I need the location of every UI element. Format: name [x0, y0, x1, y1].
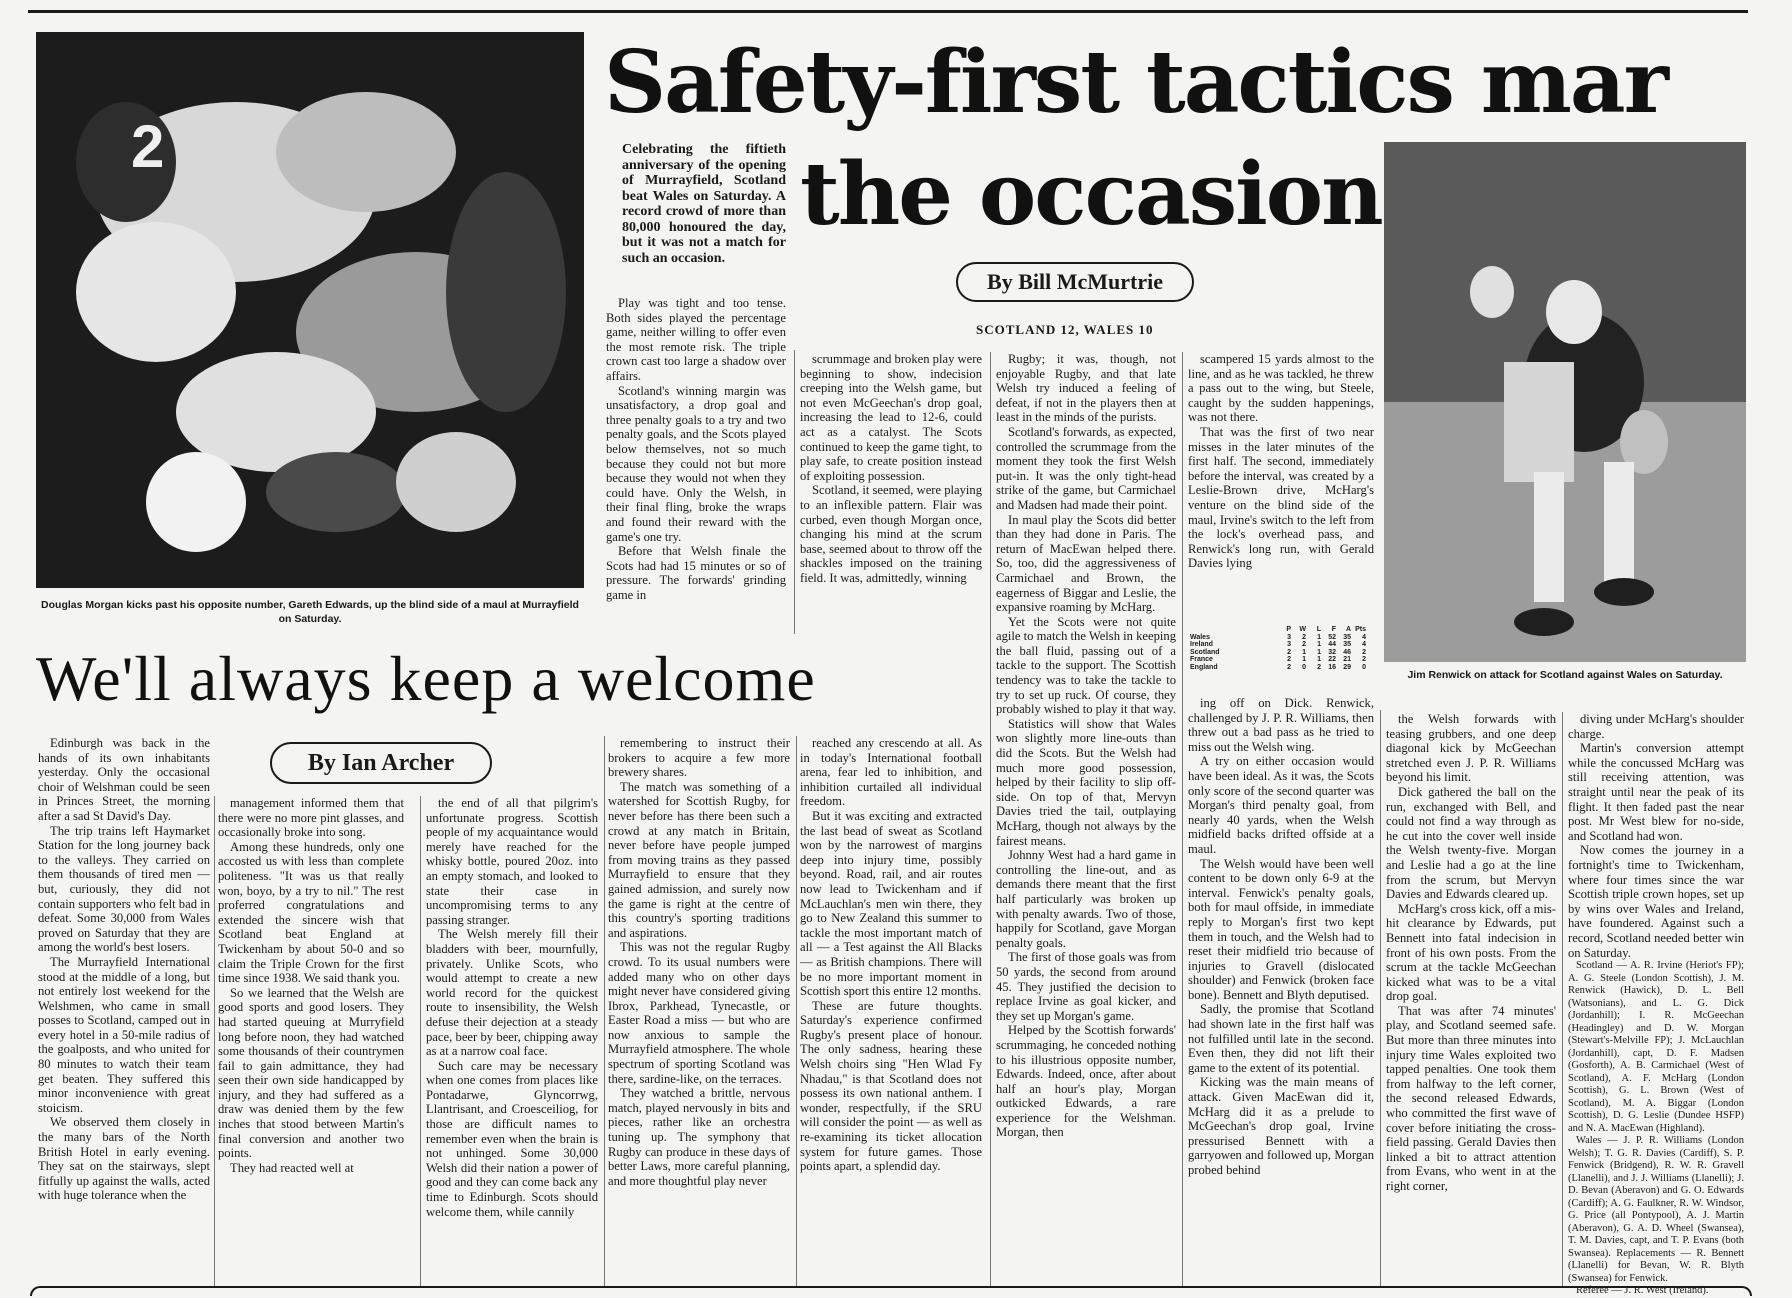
- column-rule: [214, 796, 215, 1288]
- story2-paragraph: Edinburgh was back in the hands of its own inhabitants yesterday. Only the occasional choir of Welshman could be seen in Princes Street, the morning after a sad St David's Day.: [38, 736, 210, 823]
- story2-paragraph: The Murrayfield International stood at the middle of a long, but not entirely lost weekend for the Welshmen, who came in small posses to Scotland, camped out in every hotel in a 50-mile radius of the goalposts, and who united for 80 minutes to watch their team get beaten. They suffered this minor inconvenience with great stoicism.: [38, 954, 210, 1115]
- league-value-cell: 52: [1328, 633, 1336, 641]
- story1-intro: Celebrating the fiftieth anniversary of the opening of Murrayfield, Scotland beat Wales on Saturday. A record crowd of more than 80,000 honoured the day, but it was not a match for such an occasion.: [622, 142, 786, 266]
- story2-paragraph: But it was exciting and extracted the last bead of sweat as Scotland won by the narrowest of margins deep into injury time, possibly beyond. Road, rail, and air routes now lead to Twickenham and if McLauchlan's men win there, they go to New Zealand this summer to tackle the most important match of all — a Test against the All Blacks — as British champions. There will be no more important moment in Scottish sport this entire 12 months.: [800, 808, 982, 999]
- column-rule: [1380, 710, 1381, 1288]
- story2-paragraph: the end of all that pilgrim's unfortunate progress. Scottish people of my acquaintance would merely have reached for the whisky bottle, poured 20oz. into an empty stomach, and looked to state their case in uncompromising terms to any passing stranger.: [426, 796, 598, 927]
- story1-column-2: [800, 352, 982, 634]
- league-value-cell: 2: [1302, 633, 1306, 641]
- maul-photo-image: [36, 32, 584, 588]
- story1-paragraph: ing off on Dick. Renwick, challenged by J. P. R. Williams, then threw out a bad pass as he tried to miss out the Welsh wing.: [1188, 696, 1374, 754]
- story1-column-4a: [1188, 352, 1374, 622]
- story1-paragraph: McHarg's cross kick, off a mis-hit clearance by Edwards, put Bennett into fatal indecision in front of his own posts. From the scrum at the tackle McGeechan kicked what was to be a vital drop goal.: [1386, 901, 1556, 1004]
- story1-headline-line2: the occasion: [800, 144, 1382, 245]
- story2-paragraph: reached any crescendo at all. As in today's International football arena, fear led to inhibition, and inhibition curtailed all individual freedom.: [800, 736, 982, 809]
- story1-paragraph: diving under McHarg's shoulder charge.: [1568, 712, 1744, 741]
- story2-paragraph: They watched a brittle, nervous match, played nervously in bits and pieces, rather like an orchestra tuning up. The symphony that Rugby can produce in these days of better Laws, more careful planning, and more thoughtful play never: [608, 1086, 790, 1188]
- league-value-cell: 2: [1317, 663, 1321, 671]
- story1-paragraph: Now comes the journey in a fortnight's time to Twickenham, where four times since the war Scottish triple crown hopes, set up by wins over Wales and Ireland, have foundered. Against such a record, Scotland needed better win on Saturday.: [1568, 843, 1744, 960]
- league-value-cell: 0: [1362, 663, 1366, 671]
- column-rule: [420, 796, 421, 1288]
- league-value-cell: 29: [1343, 663, 1351, 671]
- column-rule: [990, 352, 991, 1288]
- column-rule: [604, 736, 605, 1288]
- photo-maul-caption: Douglas Morgan kicks past his opposite number, Gareth Edwards, up the blind side of a maul at Murrayfield on Saturday.: [41, 599, 579, 625]
- league-value-cell: 3: [1287, 633, 1291, 641]
- story2-column-4: [608, 736, 790, 1286]
- story1-paragraph: Scotland's winning margin was unsatisfactory, a drop goal and three penalty goals to a try and two penalty goals, and the Scots played below themselves, not so much because they could not but more because they would not when they could have. Only the Welsh, in their final fling, broke the wraps and found their reward with the game's one try.: [606, 383, 786, 544]
- story1-paragraph: Play was tight and too tense. Both sides played the percentage game, neither willing to offer even the most remote risk. The triple crown cast too large a shadow over affairs.: [606, 296, 786, 383]
- story1-paragraph: Kicking was the main means of attack. Given MacEwan did it, McHarg did it as a prelude to McGeechan's drop goal, Irvine pressurised Bennett with a garryowen and followed up, Morgan probed behind: [1188, 1075, 1374, 1177]
- photo-renwick: [1384, 142, 1746, 662]
- photo-renwick-caption: Jim Renwick on attack for Scotland against Wales on Saturday.: [1407, 669, 1723, 681]
- story1-paragraph: scampered 15 yards almost to the line, and as he was tackled, he threw a pass out to the wing, but Steele, caught by the sudden happenings, was not there.: [1188, 352, 1374, 425]
- league-value-cell: P: [1286, 626, 1291, 633]
- story2-paragraph: Such care may be necessary when one comes from places like Pontadarwe, Glyncorrwg, Llantrisant, and Croesceiliog, for those are difficult names to remember even when the brain is not unhinged. Some 30,000 Welsh did their nation a power of good and they can come back any time to Edinburgh. Scots should welcome them, while cannily: [426, 1058, 598, 1219]
- story1-paragraph: The first of those goals was from 50 yards, the second from around 45. They justified the decision to replace Irvine as goal kicker, and they set up Morgan's game.: [996, 950, 1176, 1023]
- league-row: [1188, 641, 1368, 649]
- league-value-cell: 2: [1302, 641, 1306, 648]
- league-value-cell: 1: [1317, 648, 1321, 656]
- svg-text:2: 2: [131, 113, 165, 180]
- story1-paragraph: Statistics will show that Wales won slightly more line-outs than did the Scots. But the Welsh had much more good possession, helped by their facility to slip off-side. On top of that, Mervyn Davies tried the tail, outplaying McHarg, though not always by the fairest means.: [996, 716, 1176, 848]
- story1-paragraph: the Welsh forwards with teasing grubbers, and one deep diagonal kick by McGeechan stretched even J. P. R. Williams beyond his limit.: [1386, 712, 1556, 785]
- league-header-row: [1188, 626, 1368, 634]
- column-rule: [1182, 352, 1183, 1288]
- story2-paragraph: The trip trains left Haymarket Station for the long journey back to the valleys. They carried on them thousands of tired men — but, curiously, they did not contain supporters who felt bad in defeat. Some 30,000 from Wales proved on Saturday that they are among the world's best losers.: [38, 823, 210, 955]
- story1-paragraph: Helped by the Scottish forwards' scrummaging, he conceded nothing to his illustrious opposite number, Edwards. Indeed, once, after about half an hour's play, Morgan outkicked Edwards, a rare experience for the Welshman. Morgan, then: [996, 1023, 1176, 1140]
- league-team-cell: France: [1190, 656, 1213, 663]
- column-rule: [1562, 712, 1563, 1288]
- league-value-cell: 21: [1343, 656, 1351, 663]
- story1-paragraph: Rugby; it was, though, not enjoyable Rugby, and that late Welsh try induced a feeling of defeat, if not in the players then at least in the minds of the purists.: [996, 352, 1176, 425]
- league-value-cell: 35: [1343, 633, 1351, 641]
- league-value-cell: 1: [1302, 656, 1306, 663]
- story2-byline: By Ian Archer: [270, 742, 492, 784]
- story1-paragraph: Martin's conversion attempt while the concussed McHarg was still receiving attention, was straight until near the peak of its flight. It then faded past the near post. Mr West blew for no-side, and Scotland had won.: [1568, 741, 1744, 843]
- league-value-cell: 1: [1317, 656, 1321, 663]
- story1-paragraph: That was after 74 minutes' play, and Scotland seemed safe. But more than three minutes into injury time Wales exploited two tapped penalties. One took them from halfway to the left corner, the second released Edwards, who committed the first wave of cover before initiating the cross-field passing. Gerald Davies then linked a bit to attract attention from Evans, who went in at the right corner,: [1386, 1003, 1556, 1193]
- story2-column-2: [218, 796, 404, 1286]
- league-value-cell: 2: [1287, 656, 1291, 663]
- league-value-cell: W: [1299, 626, 1306, 633]
- league-value-cell: 1: [1302, 648, 1306, 656]
- league-value-cell: 2: [1287, 663, 1291, 671]
- story1-column-4b: [1188, 696, 1374, 1286]
- league-value-cell: 0: [1302, 663, 1306, 671]
- story1-paragraph: In maul play the Scots did better than they had done in Paris. The return of MacEwan helped there. So, too, did the aggressiveness of Carmichael and Brown, the eagerness of Biggar and Leslie, the expansive roaming by McHarg.: [996, 512, 1176, 615]
- league-value-cell: 1: [1317, 633, 1321, 641]
- story1-paragraph: Dick gathered the ball on the run, exchanged with Bell, and could not find a way through as he cut into the cover well inside the Welsh twenty-five. Morgan and Leslie had a go at the line from the scrum, but Mervyn Davies and Edwards cleared up.: [1386, 784, 1556, 902]
- story2-paragraph: management informed them that there were no more pint glasses, and occasionally broke into song.: [218, 796, 404, 840]
- renwick-photo-image: [1384, 142, 1746, 662]
- league-value-cell: A: [1345, 626, 1351, 633]
- story2-paragraph: remembering to instruct their brokers to acquire a few more brewery shares.: [608, 736, 790, 780]
- bottom-rule: [30, 1286, 1752, 1296]
- team-list-wales: Wales — J. P. R. Williams (London Welsh); T. G. R. Davies (Cardiff), S. P. Fenwick (Bridgend), R. W. R. Gravell (Llanelli), and J. J. Williams (Llanelli); J. D. Bevan (Aberavon) and G. O. Edwards (Cardiff); A. G. Faulkner, R. W. Windsor, G. Price (all Pontypool), A. J. Martin (Aberavon), G. A. D. Wheel (Swansea), T. M. Davies, capt, and T. P. Evans (both Swansea). Replacements — R. Bennett (Llanelli) for Bevan, W. R. Blyth (Swansea) for Fenwick.: [1568, 1135, 1744, 1284]
- league-table-grid: [1188, 626, 1368, 671]
- story1-paragraph: Johnny West had a hard game in controlling the line-out, and as demands there meant that the first half particularly was broken up with penalty awards. Two of those, happily for Scotland, gave Morgan penalty goals.: [996, 848, 1176, 950]
- league-team-cell: Wales: [1190, 633, 1210, 641]
- league-value-cell: 3: [1287, 641, 1291, 648]
- league-value-cell: F: [1331, 626, 1336, 633]
- league-team-cell: [1188, 626, 1278, 634]
- league-value-cell: 2: [1362, 656, 1366, 663]
- story1-paragraph: scrummage and broken play were beginning to show, indecision creeping into the Welsh game, but not even McGeechan's drop goal, increasing the lead to 12-6, could act as a catalyst. The Scots continued to keep the game tight, to play safe, to create position instead of exploiting possession.: [800, 352, 982, 483]
- referee-line: Referee — J. R. West (Ireland).: [1576, 1285, 1709, 1297]
- league-value-cell: 1: [1317, 641, 1321, 648]
- story1-paragraph: The Welsh would have been well content to be down only 6-9 at the interval. Fenwick's penalty goals, both for maul offside, in immediate reply to Morgan's first two kept them in touch, and the Welsh had to reset their midfield trio because of injuries to Gravell (dislocated shoulder) and Fenwick (broken face bone). Bennett and Blyth deputised.: [1188, 856, 1374, 1002]
- story1-paragraph: Before that Welsh finale the Scots had had 15 minutes or so of pressure. The forwards' grinding game in: [606, 544, 786, 602]
- story2-headline: We'll always keep a welcome: [36, 643, 816, 714]
- story1-headline-line1: Safety-first tactics mar: [604, 32, 1667, 133]
- story2-paragraph: The match was something of a watershed for Scottish Rugby, for never before has there been such a crowd at any match in Britain, never before have people jumped from moving trains as they passed Murrayfield to ensure that they gained admission, and surely now the game is right at the centre of this country's sporting traditions and aspirations.: [608, 779, 790, 940]
- story1-paragraph: Yet the Scots were not quite agile to match the Welsh in keeping the ball fluid, passing out of a tackle to the support. The Scottish tendency was to take the tackle to try to set up ruck. Of course, they probably wished to play it that way.: [996, 614, 1177, 717]
- league-value-cell: L: [1316, 626, 1321, 633]
- league-row: [1188, 664, 1368, 672]
- league-value-cell: 35: [1343, 641, 1351, 648]
- league-value-cell: 44: [1328, 641, 1336, 648]
- league-team-cell: Ireland: [1190, 641, 1213, 648]
- league-value-cell: 32: [1328, 648, 1336, 656]
- story2-column-1: [38, 736, 210, 1286]
- league-value-cell: 16: [1328, 663, 1336, 671]
- story2-paragraph: They had reacted well at: [230, 1160, 354, 1175]
- league-team-cell: England: [1190, 663, 1218, 671]
- story2-paragraph: We observed them closely in the many bars of the North British Hotel in early evening. They sat on the stairways, slept fitfully up against the walls, acted with huge tolerance when the: [38, 1115, 210, 1203]
- story1-column-1: [606, 296, 786, 632]
- story2-paragraph: These are future thoughts. Saturday's experience confirmed Rugby's present place of honour. The only sadness, hearing these Welsh choirs sing "Hen Wlad Fy Nhadau," is that Scotland does not possess its own national anthem. I wonder, respectfully, if the SRU will consider the point — as well as re-examining its ticket allocation system for future games. Those points apart, a splendid day.: [800, 998, 982, 1174]
- story1-column-6: [1568, 712, 1744, 1297]
- story1-paragraph: Scotland's forwards, as expected, controlled the scrummage from the moment they took the first Welsh put-in. It was the only tight-head strike of the game, but Carmichael and Madsen had made their point.: [996, 424, 1176, 512]
- league-value-cell: 22: [1328, 656, 1336, 663]
- league-value-cell: 4: [1362, 633, 1366, 641]
- team-list-scotland: Scotland — A. R. Irvine (Heriot's FP); A. G. Steele (London Scottish), J. M. Renwick (Hawick), D. L. Bell (Watsonians), and L. G. Dick (Jordanhill); I. R. McGeechan (Headingley) and D. W. Morgan (Stewart's-Melville FP); J. McLauchlan (Jordanhill), capt, D. F. Madsen (Gosforth), A. B. Carmichael (West of Scotland), A. F. McHarg (London Scottish), G. L. Brown (West of Scotland), M. A. Biggar (London Scottish), D. G. Leslie (Dundee HSFP) and N. A. MacEwan (Highland).: [1568, 960, 1744, 1134]
- photo-maul: [36, 32, 584, 588]
- league-value-cell: 2: [1362, 648, 1366, 656]
- story1-paragraph: That was the first of two near misses in the later minutes of the first half. The second, immediately before the interval, was created by a Leslie-Brown drive, McHarg's venture on the blind side of the maul, Irvine's switch to the left from the lock's overhead pass, and Renwick's long run, with Gerald Davies lying: [1188, 424, 1374, 571]
- story1-column-5: [1386, 712, 1556, 1286]
- team-lists: [1568, 960, 1744, 1298]
- story2-paragraph: Among these hundreds, only one accosted us with less than complete politeness. "It was us that really won, boyo, by a try to nil." The rest proferred congratulations and extended the sincere wish that Scotland beat England at Twickenham by about 50-0 and so claim the Triple Crown for the first time since 1938. We said thank you.: [218, 839, 404, 986]
- story2-paragraph: The Welsh merely fill their bladders with beer, mournfully, privately. Unlike Scots, who would attempt to create a new world record for the quickest route to insensibility, the Welsh defuse their dejection at a steady pace, beer by beer, chipping away as at a narrow coal face.: [426, 927, 598, 1059]
- story2-column-5: [800, 736, 982, 1286]
- column-rule: [796, 736, 797, 1288]
- league-value-cell: 2: [1287, 648, 1291, 656]
- league-value-cell: 4: [1362, 641, 1366, 648]
- story1-paragraph: Scotland, it seemed, were playing to an inflexible pattern. Flair was curbed, even though Morgan once, changing his mind at the scrum base, seemed about to throw off the shackles imposed on the training field. It was, admittedly, winning: [800, 483, 982, 585]
- story2-column-3: [426, 796, 598, 1286]
- league-value-cell: Pts: [1355, 626, 1366, 633]
- column-rule: [794, 350, 795, 634]
- league-table: [1188, 626, 1374, 671]
- league-value-cell: 46: [1343, 648, 1351, 656]
- story1-score: SCOTLAND 12, WALES 10: [976, 322, 1154, 337]
- story1-column-3: [996, 352, 1176, 1286]
- league-row: [1188, 649, 1368, 657]
- league-row: [1188, 656, 1368, 664]
- story1-paragraph: A try on either occasion would have been ideal. As it was, the Scots only score of the second quarter was Morgan's third penalty goal, from nearly 40 yards, when the Welsh midfield backs drifted offside at a maul.: [1188, 754, 1374, 856]
- top-rule: [28, 10, 1748, 13]
- story2-paragraph: So we learned that the Welsh are good sports and good losers. They had started queuing at Murryfield long before noon, they had watched some thousands of their countrymen fail to gain admittance, they had seen their own side handicapped by injury, and they had suffered as a draw was denied them by the few inches that stood between Martin's final conversion and another two points.: [218, 985, 404, 1161]
- story1-paragraph: Sadly, the promise that Scotland had shown late in the first half was not fulfilled until late in the second. Even then, they did not lift their game to the extent of its potential.: [1188, 1002, 1374, 1075]
- league-team-cell: Scotland: [1190, 648, 1220, 656]
- story1-byline: By Bill McMurtrie: [956, 262, 1194, 302]
- story2-paragraph: This was not the regular Rugby crowd. To its usual numbers were added many who on other days might never have considered giving Ibrox, Parkhead, Tynecastle, or Easter Road a miss — but who are now anxious to sample the Murrayfield atmosphere. The whole spectrum of sporting Scotland was there, sardine-like, on the terraces.: [608, 940, 790, 1086]
- league-row: [1188, 634, 1368, 642]
